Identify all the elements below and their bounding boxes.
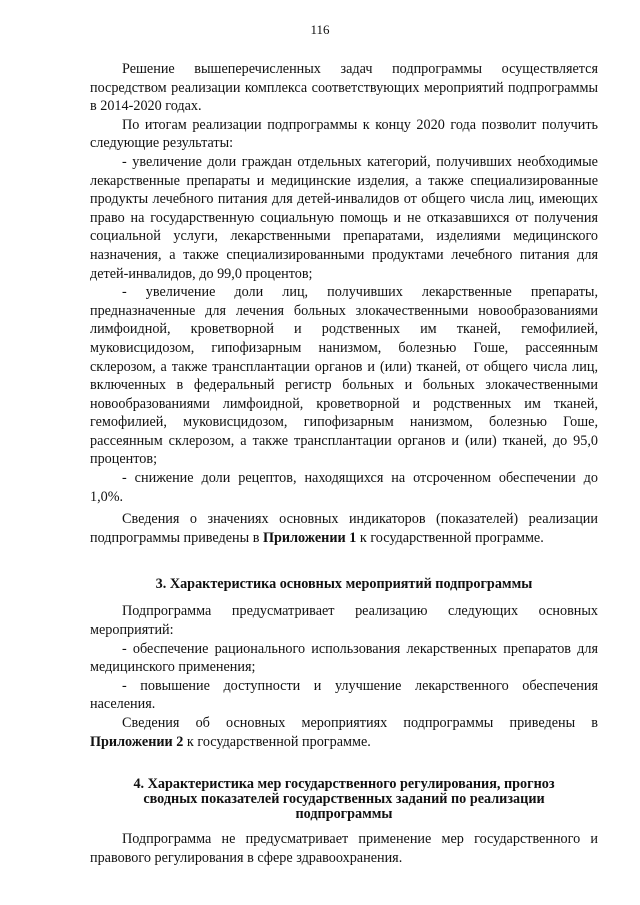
document-body (90, 60, 598, 867)
paragraph-result-2: - увеличение доли лиц, получивших лекарственные препараты, предназначенные для лечения больных злокачественными новообразованиями лимфоидной, кроветворной и родственных им тканей, гемофилией, муковисцидозом, гипофизарным нанизмом, болезнью Гоше, рассеянным склерозом, а также трансплантации органов и (или) тканей, от общего числа лиц, включенных в федеральный регистр больных и больных злокачественными новообразованиями лимфоидной, кроветворной и родственных им тканей, гемофилией, муковисцидозом, гипофизарным нанизмом, болезнью Гоше, рассеянным склерозом, а также трансплантации органов и (или) тканей, до 95,0 процентов; (90, 284, 598, 468)
section3-final-before: Сведения об основных мероприятиях подпрограммы приведены в (122, 715, 598, 731)
section3-heading: 3. Характеристика основных мероприятий подпрограммы (155, 576, 533, 593)
section4-heading-line-2: сводных показателей государственных заданий по реализации (143, 791, 545, 808)
paragraph-indicators (90, 510, 598, 547)
section3-appendix-link: Приложении 2 (90, 733, 184, 750)
section3-paragraph-item-1: - обеспечение рационального использования лекарственных препаратов для медицинского применения; (90, 640, 598, 676)
section3-final-after: к государственной программе. (183, 733, 371, 750)
indicators-appendix-link: Приложении 1 (262, 529, 357, 546)
page-number: 116 (310, 22, 330, 37)
section3-paragraph-final (90, 714, 598, 751)
paragraph-result-1: - увеличение доли граждан отдельных категорий, получивших необходимые лекарственные препараты и медицинские изделия, а также специализированные продукты лечебного питания для детей-инвалидов от общего числа лиц, имеющих право на государственную социальную помощь и не отказавшихся от получения социальной услуги, лекарственными препаратами, изделиями медицинского назначения, а также специализированными продуктами лечебного питания для детей-инвалидов, до 99,0 процентов; (90, 153, 598, 282)
indicators-text-before: Сведения о значениях основных индикаторов (показателей) реализации подпрограммы приведены в (90, 511, 598, 546)
section4-heading-line-1: 4. Характеристика мер государственного регулирования, прогноз (133, 776, 555, 793)
paragraph-results-intro: По итогам реализации подпрограммы к концу 2020 года позволит получить следующие результаты: (90, 116, 598, 152)
paragraph-tasks: Решение вышеперечисленных задач подпрограммы осуществляется посредством реализации комплекса соответствующих мероприятий подпрограммы в 2014-2020 годах. (90, 61, 598, 115)
paragraph-result-3: - снижение доли рецептов, находящихся на отсроченном обеспечении до 1,0%. (90, 470, 598, 505)
section3-paragraph-item-2: - повышение доступности и улучшение лекарственного обеспечения населения. (90, 677, 598, 713)
section4-heading-line-3: подпрограммы (295, 806, 393, 823)
indicators-text-after: к государственной программе. (356, 529, 544, 546)
section3-paragraph-intro: Подпрограмма предусматривает реализацию следующих основных мероприятий: (90, 603, 598, 639)
section4-heading (90, 777, 598, 822)
section4-paragraph: Подпрограмма не предусматривает применение мер государственного и правового регулирования в сфере здравоохранения. (90, 831, 598, 866)
